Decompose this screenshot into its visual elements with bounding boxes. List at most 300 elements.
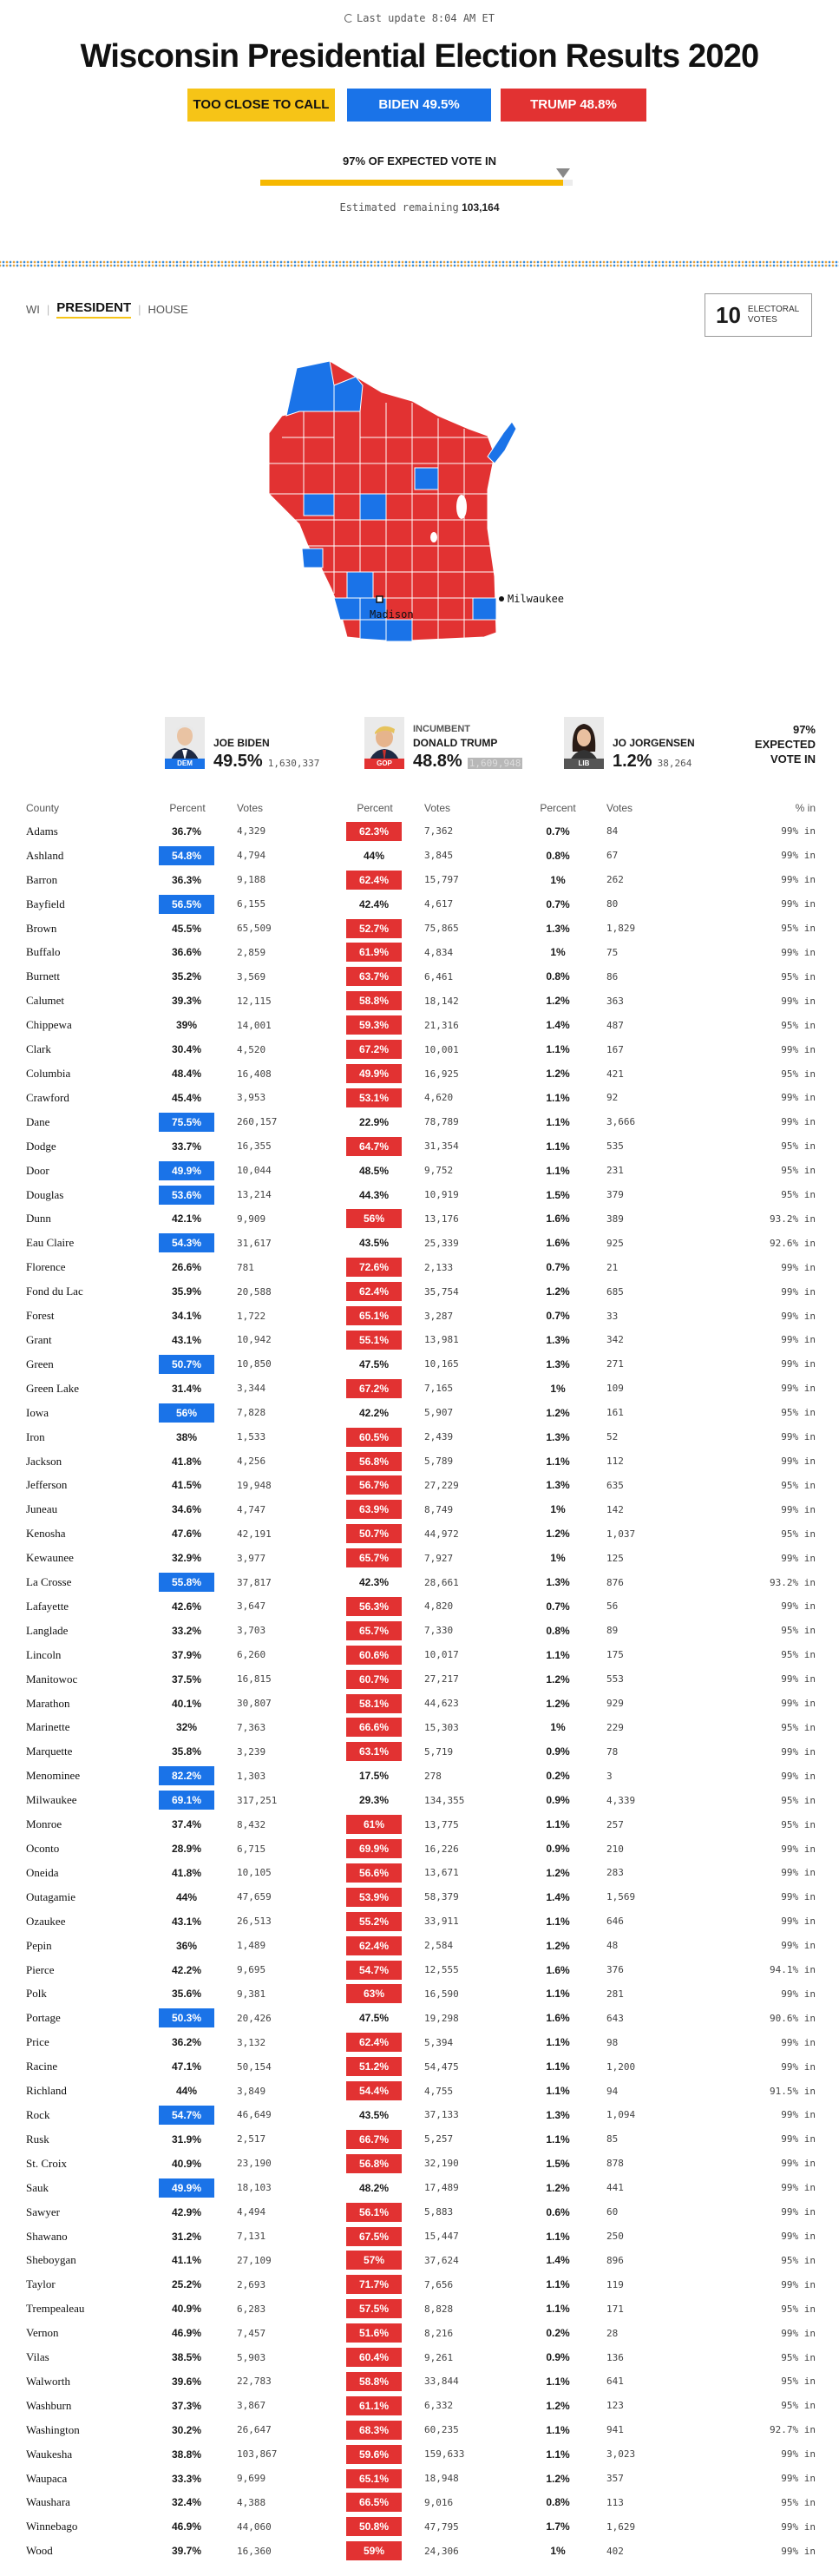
county-green[interactable]	[360, 620, 386, 641]
biden-votes: 23,190	[237, 2158, 272, 2170]
jorgensen-percent: 1.2%	[546, 1528, 570, 1541]
table-row[interactable]	[26, 1061, 816, 1086]
biden-percent: 47.1%	[171, 2060, 202, 2073]
biden-percent-cell	[159, 1255, 216, 1279]
jorgensen-votes: 86	[606, 970, 619, 982]
biden-votes: 6,260	[237, 1649, 266, 1661]
jorgensen-percent: 1.2%	[546, 1285, 570, 1298]
county-name: Eau Claire	[26, 1236, 75, 1250]
table-row[interactable]	[26, 2394, 816, 2418]
trump-votes: 9,016	[424, 2496, 454, 2508]
estimated-remaining-value: 103,164	[462, 201, 500, 214]
table-row[interactable]	[26, 1619, 816, 1643]
table-row[interactable]	[26, 1279, 816, 1304]
table-row[interactable]	[26, 2224, 816, 2249]
jorgensen-percent: 1%	[550, 1503, 566, 1516]
pct-in: 95% in	[781, 1479, 816, 1491]
table-row[interactable]	[26, 1377, 816, 1401]
county-sauk[interactable]	[347, 572, 373, 598]
jorgensen-votes: 48	[606, 1940, 619, 1952]
trump-votes: 278	[424, 1770, 442, 1782]
biden-votes: 30,807	[237, 1698, 272, 1710]
trump-votes: 21,316	[424, 1019, 459, 1031]
biden-votes: 1,489	[237, 1940, 266, 1952]
trump-percent-cell	[346, 1812, 403, 1837]
jorgensen-votes: 112	[606, 1456, 624, 1468]
trump-percent: 56.7%	[346, 1475, 402, 1495]
biden-percent: 43.1%	[171, 1333, 202, 1346]
table-row[interactable]	[26, 819, 816, 844]
race-tabs	[26, 300, 195, 319]
biden-percent-cell	[159, 2297, 216, 2321]
county-name: Polk	[26, 1987, 47, 2001]
county-results-table	[26, 796, 816, 2563]
jorgensen-votes: 283	[606, 1867, 624, 1879]
table-row[interactable]	[26, 2200, 816, 2224]
biden-percent: 37.3%	[171, 2399, 202, 2412]
table-row[interactable]	[26, 2054, 816, 2079]
table-row[interactable]	[26, 1885, 816, 1909]
county-door[interactable]	[488, 422, 516, 463]
trump-percent: 61.1%	[346, 2396, 402, 2415]
state-shape	[269, 361, 516, 641]
trump-percent: 63.1%	[346, 1742, 402, 1761]
table-row[interactable]	[26, 1255, 816, 1279]
table-row[interactable]	[26, 1037, 816, 1061]
trump-votes: 4,820	[424, 1600, 454, 1613]
biden-percent: 47.6%	[171, 1528, 202, 1541]
trump-percent: 44.3%	[358, 1188, 390, 1201]
biden-votes: 18,103	[237, 2182, 272, 2194]
biden-percent-cell	[159, 1497, 216, 1521]
trump-percent: 52.7%	[346, 919, 402, 938]
table-row[interactable]	[26, 2006, 816, 2030]
county-milwaukee[interactable]	[473, 598, 496, 620]
trump-votes: 13,775	[424, 1818, 459, 1830]
refresh-icon[interactable]	[344, 14, 353, 23]
trump-percent-cell	[346, 1521, 403, 1546]
county-name: Waukesha	[26, 2447, 73, 2461]
table-row[interactable]	[26, 2369, 816, 2394]
jorgensen-votes: 271	[606, 1358, 624, 1370]
table-row[interactable]	[26, 2176, 816, 2200]
table-row[interactable]	[26, 2442, 816, 2467]
table-row[interactable]	[26, 1764, 816, 1788]
pct-in: 99% in	[781, 825, 816, 838]
jorgensen-votes: 1,569	[606, 1891, 636, 1903]
county-menominee[interactable]	[415, 468, 438, 490]
biden-percent-cell	[159, 1279, 216, 1304]
county-portage[interactable]	[360, 494, 386, 520]
table-row[interactable]	[26, 1134, 816, 1159]
trump-percent-cell	[346, 1352, 403, 1377]
biden-percent-cell	[159, 892, 216, 917]
trump-votes: 13,981	[424, 1334, 459, 1346]
pct-in: 99% in	[781, 898, 816, 910]
trump-photo	[364, 717, 404, 769]
table-row[interactable]	[26, 868, 816, 892]
jorgensen-votes: 402	[606, 2545, 624, 2557]
biden-percent: 35.2%	[171, 970, 202, 983]
jorgensen-votes: 635	[606, 1479, 624, 1491]
table-row[interactable]	[26, 1401, 816, 1425]
biden-votes: 3,569	[237, 970, 266, 982]
incumbent-label: INCUMBENT	[413, 724, 470, 734]
county-name: Lincoln	[26, 1647, 62, 1661]
trump-percent-cell	[346, 1764, 403, 1788]
trump-votes: 5,907	[424, 1407, 454, 1419]
jorgensen-percent: 1.4%	[546, 2254, 570, 2267]
county-name: Vilas	[26, 2350, 49, 2364]
table-row[interactable]	[26, 1425, 816, 1449]
table-row[interactable]	[26, 2418, 816, 2442]
biden-percent-cell	[159, 1401, 216, 1425]
page-title: Wisconsin Presidential Election Results 2020	[80, 38, 759, 75]
jorgensen-percent: 1.1%	[546, 1988, 570, 2001]
trump-percent: 55.2%	[346, 1912, 402, 1931]
jorgensen-percent: 1.3%	[546, 1357, 570, 1370]
trump-percent-cell	[346, 964, 403, 989]
biden-percent-cell	[159, 989, 216, 1013]
jorgensen-percent: 0.6%	[546, 2205, 570, 2218]
pct-in: 99% in	[781, 1334, 816, 1346]
trump-percent: 54.4%	[346, 2081, 402, 2100]
biden-percent-cell	[159, 1546, 216, 1570]
table-row[interactable]	[26, 1207, 816, 1232]
biden-percent: 46.9%	[171, 2327, 202, 2340]
biden-percent-cell	[159, 2418, 216, 2442]
col-jorgensen-votes: Votes	[606, 801, 633, 814]
biden-percent: 50.3%	[159, 2008, 214, 2027]
county-name: Lafayette	[26, 1599, 69, 1613]
trump-percent: 56%	[346, 1209, 402, 1228]
biden-votes: 13,214	[237, 1189, 272, 1201]
trump-percent: 47.5%	[358, 2012, 390, 2025]
table-row[interactable]	[26, 2127, 816, 2152]
table-row[interactable]	[26, 1231, 816, 1255]
county-douglas[interactable]	[286, 361, 334, 416]
jorgensen-percent: 1.3%	[546, 922, 570, 935]
biden-votes: 3,849	[237, 2085, 266, 2097]
trump-votes: 37,133	[424, 2109, 459, 2121]
tab-house[interactable]: HOUSE	[147, 303, 188, 316]
pct-in: 95% in	[781, 1165, 816, 1177]
table-row[interactable]	[26, 1788, 816, 1812]
table-row[interactable]	[26, 1183, 816, 1207]
trump-percent: 66.7%	[346, 2130, 402, 2149]
biden-percent: 34.6%	[171, 1503, 202, 1516]
pct-in: 95% in	[781, 1528, 816, 1540]
table-row[interactable]	[26, 1982, 816, 2007]
trump-percent: 54.7%	[346, 1961, 402, 1980]
biden-votes: 4,747	[237, 1503, 266, 1515]
table-row[interactable]	[26, 1934, 816, 1958]
pct-in: 95% in	[781, 1721, 816, 1733]
jorgensen-votes: 646	[606, 1916, 624, 1928]
candidate-name: JOE BIDEN	[213, 737, 270, 749]
jorgensen-percent: 0.7%	[546, 897, 570, 910]
county-iowa[interactable]	[334, 598, 360, 620]
jorgensen-percent: 1.1%	[546, 2060, 570, 2073]
jorgensen-votes: 142	[606, 1503, 624, 1515]
col-biden-votes: Votes	[237, 801, 264, 814]
biden-percent-cell	[159, 2321, 216, 2345]
trump-percent: 62.4%	[346, 1936, 402, 1955]
table-row[interactable]	[26, 2491, 816, 2515]
biden-votes: 42,191	[237, 1528, 272, 1540]
table-row[interactable]	[26, 1304, 816, 1328]
table-row[interactable]	[26, 1837, 816, 1861]
trump-votes: 4,834	[424, 946, 454, 958]
pct-in: 95% in	[781, 2351, 816, 2363]
county-name: Dodge	[26, 1139, 56, 1153]
jorgensen-percent: 0.7%	[546, 1261, 570, 1274]
trump-percent: 60.7%	[346, 1670, 402, 1689]
trump-votes: 31,354	[424, 1140, 459, 1153]
trump-percent-cell	[346, 892, 403, 917]
table-row[interactable]	[26, 1739, 816, 1764]
biden-votes: 2,517	[237, 2133, 266, 2146]
table-row[interactable]	[26, 941, 816, 965]
biden-percent-cell	[159, 1812, 216, 1837]
trump-percent: 62.4%	[346, 1282, 402, 1301]
table-row[interactable]	[26, 1909, 816, 1934]
biden-percent-cell	[159, 2394, 216, 2418]
biden-percent-cell	[159, 844, 216, 868]
county-name: Crawford	[26, 1090, 69, 1104]
trump-percent-cell	[346, 1667, 403, 1692]
biden-percent-cell	[159, 1134, 216, 1159]
table-row[interactable]	[26, 1716, 816, 1740]
biden-votes: 20,426	[237, 2012, 272, 2024]
biden-percent: 38.8%	[171, 2448, 202, 2461]
status-trump-badge: TRUMP 48.8%	[501, 89, 646, 122]
jorgensen-percent: 1.1%	[546, 1091, 570, 1104]
table-row[interactable]	[26, 1013, 816, 1037]
table-row[interactable]	[26, 1086, 816, 1110]
table-row[interactable]	[26, 892, 816, 917]
table-row[interactable]	[26, 2152, 816, 2176]
biden-percent-cell	[159, 1207, 216, 1232]
col-county: County	[26, 801, 60, 814]
biden-percent: 32.9%	[171, 1552, 202, 1565]
jorgensen-votes: 262	[606, 874, 624, 886]
pct-in: 99% in	[781, 2182, 816, 2194]
table-row[interactable]	[26, 1812, 816, 1837]
table-row[interactable]	[26, 1546, 816, 1570]
trump-votes: 25,339	[424, 1237, 459, 1249]
biden-percent-cell	[159, 2127, 216, 2152]
trump-percent: 44%	[363, 849, 385, 862]
pct-in: 99% in	[781, 1988, 816, 2000]
expected-marker-icon	[556, 168, 570, 178]
trump-votes: 27,217	[424, 1673, 459, 1686]
table-row[interactable]	[26, 2272, 816, 2297]
jorgensen-votes: 876	[606, 1576, 624, 1588]
table-row[interactable]	[26, 2514, 816, 2539]
jorgensen-votes: 85	[606, 2133, 619, 2146]
trump-percent-cell	[346, 1861, 403, 1885]
trump-percent-cell	[346, 1304, 403, 1328]
jorgensen-percent: 1.2%	[546, 1697, 570, 1710]
trump-votes: 33,844	[424, 2376, 459, 2388]
table-row[interactable]	[26, 1643, 816, 1667]
county-name: Kenosha	[26, 1527, 66, 1541]
trump-percent: 56.8%	[346, 1452, 402, 1471]
county-eau-claire[interactable]	[304, 494, 334, 516]
table-row[interactable]	[26, 2345, 816, 2369]
trump-percent: 63.7%	[346, 967, 402, 986]
tab-state[interactable]: WI	[26, 303, 40, 316]
county-name: Rusk	[26, 2132, 49, 2146]
biden-votes: 3,132	[237, 2036, 266, 2048]
trump-votes: 17,489	[424, 2182, 459, 2194]
jorgensen-percent: 1%	[550, 1721, 566, 1734]
biden-percent: 42.2%	[171, 1963, 202, 1976]
trump-percent-cell	[346, 1255, 403, 1279]
table-row[interactable]	[26, 1159, 816, 1183]
county-name: Wood	[26, 2544, 53, 2558]
pct-in: 95% in	[781, 970, 816, 982]
expected-vote-header: 97% EXPECTED VOTE IN	[754, 723, 816, 766]
trump-percent-cell	[346, 2539, 403, 2563]
trump-percent-cell	[346, 2514, 403, 2539]
county-name: Vernon	[26, 2326, 59, 2340]
trump-percent-cell	[346, 2394, 403, 2418]
biden-percent-cell	[159, 2079, 216, 2103]
trump-percent: 49.9%	[346, 1064, 402, 1083]
biden-percent: 40.9%	[171, 2157, 202, 2170]
biden-votes: 22,783	[237, 2376, 272, 2388]
pct-in: 99% in	[781, 1503, 816, 1515]
table-row[interactable]	[26, 2030, 816, 2054]
trump-percent-cell	[346, 2224, 403, 2249]
trump-percent: 58.1%	[346, 1694, 402, 1713]
table-row[interactable]	[26, 1861, 816, 1885]
trump-percent-cell	[346, 1594, 403, 1619]
table-row[interactable]	[26, 1958, 816, 1982]
trump-percent: 55.1%	[346, 1331, 402, 1350]
trump-votes: 16,925	[424, 1068, 459, 1080]
county-rock[interactable]	[386, 620, 412, 641]
biden-percent: 42.9%	[171, 2205, 202, 2218]
trump-votes: 4,617	[424, 898, 454, 910]
trump-votes: 7,362	[424, 825, 454, 838]
trump-percent: 47.5%	[358, 1357, 390, 1370]
table-row[interactable]	[26, 917, 816, 941]
trump-percent: 62.4%	[346, 871, 402, 890]
biden-percent: 48.4%	[171, 1068, 202, 1081]
jorgensen-votes: 1,037	[606, 1528, 636, 1540]
trump-percent: 57%	[346, 2251, 402, 2270]
jorgensen-percent: 1.2%	[546, 1406, 570, 1419]
biden-votes: 7,828	[237, 1407, 266, 1419]
county-lacrosse[interactable]	[302, 549, 323, 568]
table-row[interactable]	[26, 1521, 816, 1546]
jorgensen-percent: 1.1%	[546, 1648, 570, 1661]
biden-percent: 41.8%	[171, 1866, 202, 1879]
trump-votes: 3,287	[424, 1310, 454, 1322]
table-row[interactable]	[26, 2103, 816, 2127]
trump-percent-cell	[346, 1934, 403, 1958]
table-row[interactable]	[26, 1692, 816, 1716]
county-name: Marinette	[26, 1720, 70, 1734]
county-map[interactable]	[260, 351, 573, 680]
trump-percent: 68.3%	[346, 2421, 402, 2440]
table-row[interactable]	[26, 2539, 816, 2563]
table-row[interactable]	[26, 1352, 816, 1377]
county-name: Clark	[26, 1042, 51, 1056]
biden-percent-cell	[159, 1377, 216, 1401]
trump-percent-cell	[346, 1570, 403, 1594]
table-row[interactable]	[26, 1449, 816, 1474]
trump-percent-cell	[346, 2491, 403, 2515]
trump-percent: 42.3%	[358, 1576, 390, 1589]
table-row[interactable]	[26, 844, 816, 868]
jorgensen-votes: 941	[606, 2424, 624, 2436]
trump-votes: 13,671	[424, 1867, 459, 1879]
table-row[interactable]	[26, 964, 816, 989]
pct-in: 99% in	[781, 2473, 816, 2485]
biden-percent: 75.5%	[159, 1113, 214, 1132]
biden-percent-cell	[159, 1837, 216, 1861]
trump-votes: 28,661	[424, 1576, 459, 1588]
trump-percent-cell	[346, 1692, 403, 1716]
table-row[interactable]	[26, 2321, 816, 2345]
biden-percent: 39.6%	[171, 2375, 202, 2388]
expected-vote-fill	[260, 180, 563, 186]
county-name: Burnett	[26, 969, 60, 983]
table-row[interactable]	[26, 2079, 816, 2103]
biden-percent-cell	[159, 1716, 216, 1740]
jorgensen-votes: 925	[606, 1237, 624, 1249]
table-row[interactable]	[26, 989, 816, 1013]
pct-in: 99% in	[781, 1285, 816, 1298]
county-name: Rock	[26, 2107, 50, 2121]
biden-votes: 9,699	[237, 2473, 266, 2485]
biden-votes: 37,817	[237, 1576, 272, 1588]
table-row[interactable]	[26, 1594, 816, 1619]
trump-votes: 2,133	[424, 1261, 454, 1273]
table-row[interactable]	[26, 1570, 816, 1594]
table-row[interactable]	[26, 1328, 816, 1352]
table-row[interactable]	[26, 2467, 816, 2491]
pct-in: 95% in	[781, 1019, 816, 1031]
jorgensen-percent: 0.8%	[546, 1624, 570, 1637]
county-name: Shawano	[26, 2229, 68, 2243]
col-jorgensen-percent: Percent	[540, 801, 576, 814]
county-name: Milwaukee	[26, 1793, 77, 1807]
jorgensen-votes: 257	[606, 1818, 624, 1830]
candidate-biden	[165, 717, 330, 772]
tab-president[interactable]: PRESIDENT	[56, 300, 131, 319]
table-row[interactable]	[26, 1497, 816, 1521]
biden-percent: 25.2%	[171, 2278, 202, 2291]
jorgensen-percent: 1%	[550, 1382, 566, 1395]
table-row[interactable]	[26, 2297, 816, 2321]
table-row[interactable]	[26, 2248, 816, 2272]
biden-percent: 33.2%	[171, 1624, 202, 1637]
col-trump-percent: Percent	[357, 801, 393, 814]
pct-in: 93.2% in	[770, 1212, 816, 1225]
county-name: Forest	[26, 1309, 55, 1323]
biden-votes: 12,115	[237, 995, 272, 1007]
trump-percent: 65.1%	[346, 2469, 402, 2488]
trump-votes: 5,257	[424, 2133, 454, 2146]
table-row[interactable]	[26, 1667, 816, 1692]
table-row[interactable]	[26, 1473, 816, 1497]
table-row[interactable]	[26, 1110, 816, 1134]
